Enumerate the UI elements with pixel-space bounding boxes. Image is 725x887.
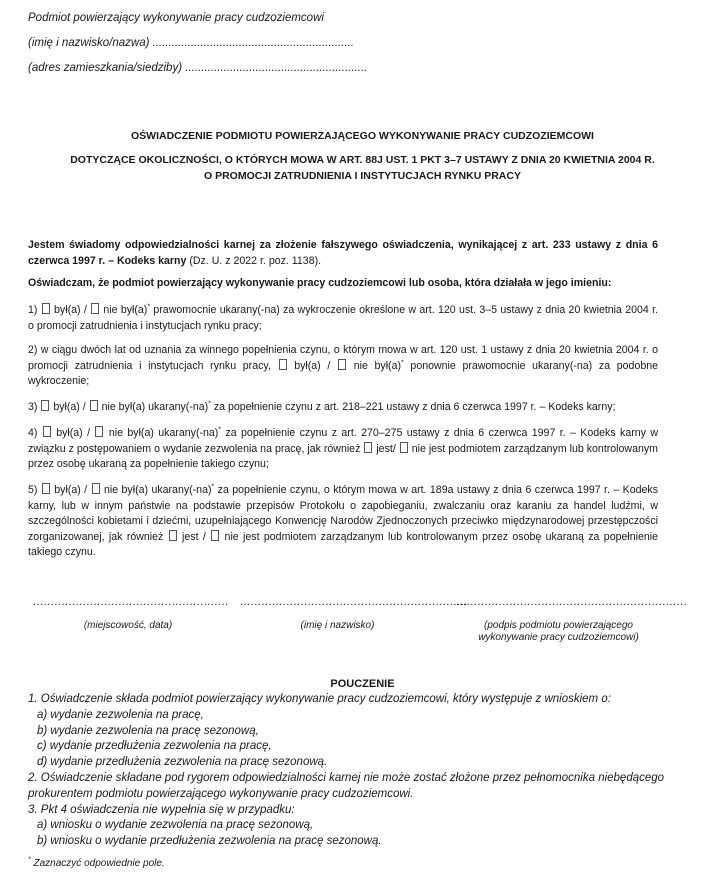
footnote-marker: * bbox=[211, 483, 215, 491]
instruction-3: 3. Pkt 4 oświadczenia nie wypełnia się w przypadku: bbox=[28, 803, 295, 816]
footnote bbox=[28, 858, 165, 869]
full-name-label: (imię i nazwisko) bbox=[300, 620, 375, 631]
item-4 bbox=[28, 426, 658, 473]
item-4-opt-is: jest/ bbox=[373, 442, 399, 455]
instruction-3b: b) wniosku o wydanie przedłużenia zezwolenia na pracę sezonową. bbox=[37, 835, 382, 848]
item-4-text-a: za popełnienie czynu z art. 270–275 ustawy z dnia 6 czerwca 1997 r. – Kodeks karny w związku z postępowaniem o wydanie zezwolenia na pracę, jak również bbox=[28, 427, 658, 455]
item-5-opt-was-not: nie był(a) ukarany(-na) bbox=[100, 484, 212, 496]
item-1 bbox=[28, 303, 658, 334]
item-4-opt-was-not: nie był(a) ukarany(-na) bbox=[104, 427, 219, 439]
signature-label-1: (podpis podmiotu powierzającego bbox=[484, 620, 633, 631]
document-subtitle-2: O PROMOCJI ZATRUDNIENIA I INSTYTUCJACH RYNKU PRACY bbox=[204, 170, 521, 182]
footnote-marker: * bbox=[401, 358, 404, 366]
footnote-marker: * bbox=[208, 400, 211, 408]
item-1-text: prawomocnie ukarany(-na) za wykroczenie określone w art. 120 ust. 3–5 ustawy z dnia 20 kwietnia 2004 r. o promocji zatrudnienia i instytucjach rynku pracy; bbox=[28, 304, 658, 332]
checkbox-item4-is-not[interactable] bbox=[400, 442, 408, 453]
instruction-1: 1. Oświadczenie składa podmiot powierzający wykonywanie pracy cudzoziemcowi, który występuje z wnioskiem o: bbox=[28, 693, 611, 705]
item-2 bbox=[28, 343, 658, 390]
checkbox-item1-was[interactable] bbox=[42, 303, 50, 314]
signature-field[interactable]: ................................................................. bbox=[456, 596, 688, 608]
instruction-1a: a) wydanie zezwolenia na pracę, bbox=[37, 708, 204, 721]
signature-label-2: wykonywanie pracy cudzoziemcowi) bbox=[478, 632, 639, 643]
footnote-text: Zaznaczyć odpowiednie pole. bbox=[30, 858, 165, 869]
instructions-list bbox=[28, 692, 698, 850]
item-4-number: 4) bbox=[28, 427, 42, 439]
full-name-field[interactable]: ................................................................ bbox=[240, 596, 468, 608]
checkbox-item4-is[interactable] bbox=[364, 442, 372, 453]
footnote-marker: * bbox=[147, 303, 151, 311]
instruction-1d: d) wydanie przedłużenia zezwolenia na pracę sezonową. bbox=[37, 756, 328, 769]
document-subtitle-1: DOTYCZĄCE OKOLICZNOŚCI, O KTÓRYCH MOWA W ART. 88J UST. 1 PKT 3–7 USTAWY Z DNIA 20 KWIETNIA 2004 R. bbox=[70, 154, 655, 166]
checkbox-item5-is[interactable] bbox=[169, 530, 177, 541]
item-1-number: 1) bbox=[28, 304, 41, 316]
item-3 bbox=[28, 400, 658, 416]
item-5-text-a: za popełnienie czynu, o którym mowa w art. 189a ustawy z dnia 6 czerwca 1997 r. – Kodeks karny, lub w innym państwie na podstawie przepisów Protokołu o zapobieganiu, zwalczaniu oraz karaniu za handel ludźmi, w szczególności kobietami i dziećmi, uzupełniającego Konwencję Narodów Zjednoczonych przeciwko międzynarodowej przestępczości zorganizowanej, jak również bbox=[28, 484, 658, 543]
item-1-opt-was: był(a) / bbox=[50, 304, 91, 316]
checkbox-item5-was[interactable] bbox=[42, 483, 50, 494]
item-4-opt-was: był(a) / bbox=[51, 427, 95, 439]
checkbox-item5-is-not[interactable] bbox=[211, 530, 219, 541]
instruction-1b: b) wydanie zezwolenia na pracę sezonową, bbox=[37, 724, 259, 737]
liability-statement-bold: Jestem świadomy odpowiedzialności karnej za złożenie fałszywego oświadczenia, wynikającej z art. 233 ustawy z dnia 6 czerwca 1997 r. – Kodeks karny bbox=[28, 239, 658, 267]
instructions-title: POUCZENIE bbox=[330, 678, 395, 690]
checkbox-item2-was-not[interactable] bbox=[338, 359, 346, 370]
item-5-text-b: nie jest podmiotem zarządzanym lub kontrolowanym przez osobę ukaraną za popełnienie takiego czynu. bbox=[28, 530, 658, 558]
instruction-2a: 2. Oświadczenie składane pod rygorem odpowiedzialności karnej nie może zostać złożone przez pełnomocnika niebędącego bbox=[28, 771, 665, 784]
name-field-line[interactable]: (imię i nazwisko/nazwa) ............................................................... bbox=[28, 37, 354, 49]
place-date-field[interactable]: ....................................................... bbox=[33, 596, 229, 608]
liability-statement bbox=[28, 238, 658, 269]
place-date-label: (miejscowość, data) bbox=[83, 620, 173, 631]
item-2-opt-was-not: nie był(a) bbox=[347, 359, 402, 372]
item-3-number: 3) bbox=[28, 401, 41, 413]
checkbox-item2-was[interactable] bbox=[279, 359, 287, 370]
checkbox-item1-was-not[interactable] bbox=[91, 303, 99, 314]
instruction-1c: c) wydanie przedłużenia zezwolenia na pracę, bbox=[37, 740, 272, 753]
employer-label: Podmiot powierzający wykonywanie pracy cudzoziemcowi bbox=[28, 12, 324, 24]
instruction-2b: prokurentem podmiotu powierzającego wykonywanie pracy cudzoziemcowi. bbox=[28, 787, 414, 800]
item-4-text-b: nie jest podmiotem zarządzanym lub kontrolowanym przez osobę ukaraną za popełnienie takiego czynu; bbox=[28, 442, 658, 470]
item-1-opt-was-not: nie był(a) bbox=[100, 304, 148, 316]
item-3-text: za popełnienie czynu z art. 218–221 ustawy z dnia 6 czerwca 1997 r. – Kodeks karny; bbox=[210, 401, 616, 413]
item-5 bbox=[28, 483, 658, 561]
checkbox-item3-was[interactable] bbox=[41, 400, 49, 411]
item-5-opt-is: jest / bbox=[177, 530, 211, 543]
item-2-text-b: ponownie prawomocnie ukarany(-na) za podobne wykroczenie; bbox=[28, 359, 659, 387]
address-field-line[interactable]: (adres zamieszkania/siedziby) ......................................................... bbox=[28, 62, 368, 74]
checkbox-item4-was-not[interactable] bbox=[95, 426, 103, 437]
item-3-opt-was-not: nie był(a) ukarany(-na) bbox=[98, 401, 209, 413]
instruction-3a: a) wniosku o wydanie zezwolenia na pracę sezonową, bbox=[37, 819, 314, 832]
footnote-marker: * bbox=[218, 426, 222, 434]
checkbox-item3-was-not[interactable] bbox=[90, 400, 98, 411]
document-title: OŚWIADCZENIE PODMIOTU POWIERZAJĄCEGO WYKONYWANIE PRACY CUDZOZIEMCOWI bbox=[131, 130, 594, 142]
checkbox-item5-was-not[interactable] bbox=[92, 483, 100, 494]
declaration-lead: Oświadczam, że podmiot powierzający wykonywanie pracy cudzoziemcowi lub osoba, która działała w jego imieniu: bbox=[28, 277, 612, 289]
checkbox-item4-was[interactable] bbox=[43, 426, 51, 437]
item-2-opt-was: był(a) / bbox=[287, 359, 338, 372]
footnote-star: * bbox=[28, 856, 31, 864]
item-5-number: 5) bbox=[28, 484, 41, 496]
item-3-opt-was: był(a) / bbox=[50, 401, 89, 413]
liability-statement-ref: (Dz. U. z 2022 r. poz. 1138). bbox=[186, 254, 322, 267]
item-2-text-a: 2) w ciągu dwóch lat od uznania za winnego popełnienia czynu, o którym mowa w art. 120 ust. 1 ustawy z dnia 20 kwietnia 2004 r. o promocji zatrudnienia i instytucjach rynku pracy, bbox=[28, 344, 658, 372]
item-5-opt-was: był(a) / bbox=[50, 484, 91, 496]
